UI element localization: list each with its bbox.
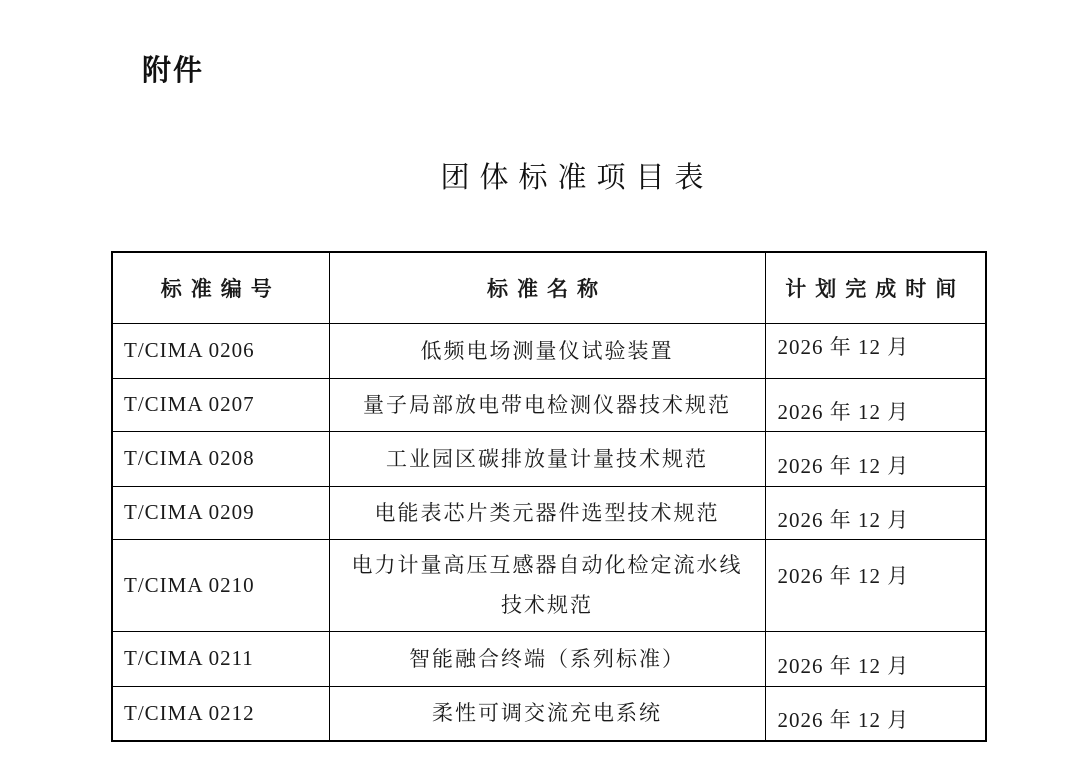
- completion-time: 2026 年 12 月: [765, 631, 986, 686]
- standard-code: T/CIMA 0208: [112, 431, 329, 486]
- standard-name: 低频电场测量仪试验装置: [329, 323, 765, 378]
- standard-name: 电力计量高压互感器自动化检定流水线技术规范: [329, 539, 765, 631]
- standard-name: 智能融合终端（系列标准）: [329, 631, 765, 686]
- standard-code: T/CIMA 0206: [112, 323, 329, 378]
- standard-name: 工业园区碳排放量计量技术规范: [329, 431, 765, 486]
- completion-time: 2026 年 12 月: [765, 431, 986, 486]
- completion-time: 2026 年 12 月: [765, 539, 986, 631]
- standard-name: 柔性可调交流充电系统: [329, 686, 765, 741]
- standards-table: [111, 251, 987, 742]
- column-header-time: 计划完成时间: [765, 252, 986, 323]
- standard-name: 电能表芯片类元器件选型技术规范: [329, 486, 765, 539]
- completion-time: 2026 年 12 月: [765, 323, 986, 378]
- standard-code: T/CIMA 0209: [112, 486, 329, 539]
- standard-code: T/CIMA 0212: [112, 686, 329, 741]
- completion-time: 2026 年 12 月: [765, 686, 986, 741]
- standard-code: T/CIMA 0210: [112, 539, 329, 631]
- completion-time: 2026 年 12 月: [765, 378, 986, 431]
- standard-name: 量子局部放电带电检测仪器技术规范: [329, 378, 765, 431]
- table-row: [112, 686, 986, 741]
- table-row: [112, 631, 986, 686]
- table-row: [112, 539, 986, 631]
- completion-time: 2026 年 12 月: [765, 486, 986, 539]
- attachment-label: 附件: [142, 55, 205, 87]
- column-header-name: 标准名称: [329, 252, 765, 323]
- standard-code: T/CIMA 0211: [112, 631, 329, 686]
- table-row: [112, 431, 986, 486]
- standard-code: T/CIMA 0207: [112, 378, 329, 431]
- page-title: 团体标准项目表: [440, 162, 714, 194]
- table-row: [112, 486, 986, 539]
- table-header-row: [112, 252, 986, 323]
- table-row: [112, 378, 986, 431]
- column-header-code: 标准编号: [112, 252, 329, 323]
- table-row: [112, 323, 986, 378]
